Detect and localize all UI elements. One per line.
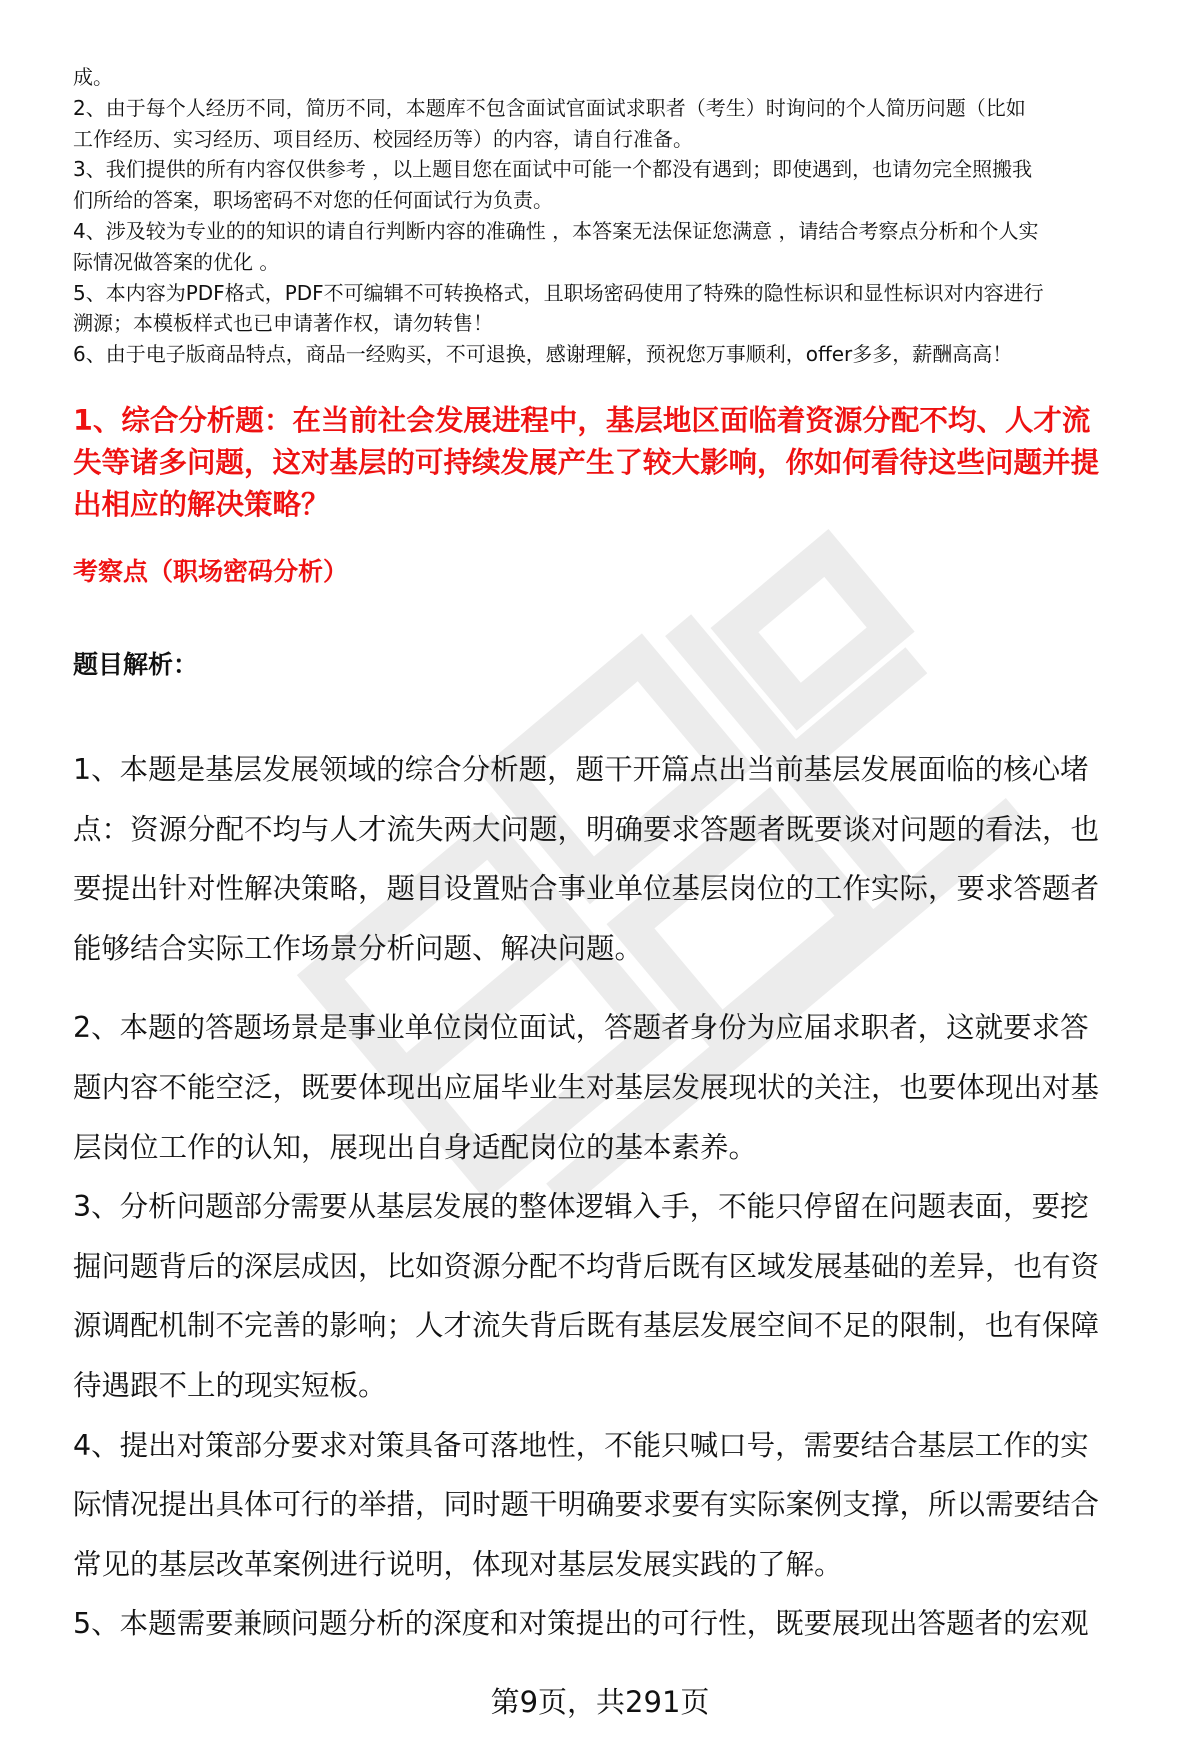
analysis-line: 待遇跟不上的现实短板。: [73, 1368, 387, 1402]
question-line: 出相应的解决策略？: [73, 488, 330, 521]
analysis-paragraph-5: [73, 1594, 1163, 1654]
analysis-line: 常见的基层改革案例进行说明，体现对基层发展实践的了解。: [73, 1547, 843, 1581]
analysis-line: 5、本题需要兼顾问题分析的深度和对策提出的可行性，既要展现出答题者的宏观: [73, 1607, 1089, 1641]
analysis-line: 际情况提出具体可行的举措，同时题干明确要求要有实际案例支撑，所以需要结合: [73, 1488, 1100, 1522]
assessment-point-heading: 考察点（职场密码分析）: [73, 557, 349, 586]
analysis-section: [73, 740, 1163, 1654]
analysis-line: 题内容不能空泛，既要体现出应届毕业生对基层发展现状的关注，也要体现出对基: [73, 1070, 1100, 1104]
page-number-footer: 第9页，共291页: [490, 1685, 710, 1719]
question-line: 失等诸多问题，这对基层的可持续发展产生了较大影响，你如何看待这些问题并提: [73, 446, 1100, 479]
analysis-paragraph-2: [73, 998, 1163, 1177]
question-heading: [73, 400, 1153, 526]
analysis-paragraph-3: [73, 1177, 1163, 1415]
analysis-line: 层岗位工作的认知，展现出自身适配岗位的基本素养。: [73, 1130, 758, 1164]
note-line: 3、我们提供的所有内容仅供参考 ，以上题目您在面试中可能一个都没有遇到；即使遇到，也请勿完全照搬我: [73, 157, 1033, 182]
disclaimer-notes: [73, 62, 1163, 370]
note-line: 6、由于电子版商品特点，商品一经购买，不可退换，感谢理解，预祝您万事顺利，offer多多，薪酬高高！: [73, 342, 1013, 367]
analysis-line: 4、提出对策部分要求对策具备可落地性，不能只喊口号，需要结合基层工作的实: [73, 1428, 1089, 1462]
note-line: 5、本内容为PDF格式，PDF不可编辑不可转换格式，且职场密码使用了特殊的隐性标识和显性标识对内容进行: [73, 280, 1044, 305]
question-line: 1、综合分析题：在当前社会发展进程中，基层地区面临着资源分配不均、人才流: [73, 404, 1091, 437]
note-line: 们所给的答案，职场密码不对您的任何面试行为负责。: [73, 188, 553, 213]
analysis-line: 点：资源分配不均与人才流失两大问题，明确要求答题者既要谈对问题的看法，也: [73, 812, 1100, 846]
note-line: 工作经历、实习经历、项目经历、校园经历等）的内容，请自行准备。: [73, 126, 693, 151]
note-line: 4、涉及较为专业的的知识的请自行判断内容的准确性 ，本答案无法保证您满意 ，请结合考察点分析和个人实: [73, 218, 1039, 243]
analysis-line: 3、分析问题部分需要从基层发展的整体逻辑入手，不能只停留在问题表面，要挖: [73, 1190, 1089, 1224]
note-line: 2、由于每个人经历不同，简历不同，本题库不包含面试官面试求职者（考生）时询问的个人简历问题（比如: [73, 95, 1026, 120]
analysis-line: 2、本题的答题场景是事业单位岗位面试，答题者身份为应届求职者，这就要求答: [73, 1011, 1089, 1045]
analysis-line: 要提出针对性解决策略，题目设置贴合事业单位基层岗位的工作实际，要求答题者: [73, 872, 1100, 906]
question-analysis-heading: 题目解析：: [73, 650, 199, 679]
analysis-line: 掘问题背后的深层成因，比如资源分配不均背后既有区域发展基础的差异，也有资: [73, 1249, 1100, 1283]
note-line: 成。: [73, 65, 113, 89]
analysis-paragraph-4: [73, 1416, 1163, 1595]
note-line: 际情况做答案的优化 。: [73, 249, 280, 274]
note-line: 溯源；本模板样式也已申请著作权，请勿转售！: [73, 311, 493, 336]
analysis-line: 能够结合实际工作场景分析问题、解决问题。: [73, 931, 644, 965]
analysis-line: 1、本题是基层发展领域的综合分析题，题干开篇点出当前基层发展面临的核心堵: [73, 753, 1089, 786]
analysis-line: 源调配机制不完善的影响；人才流失背后既有基层发展空间不足的限制，也有保障: [73, 1309, 1100, 1343]
analysis-paragraph-1: [73, 740, 1163, 978]
